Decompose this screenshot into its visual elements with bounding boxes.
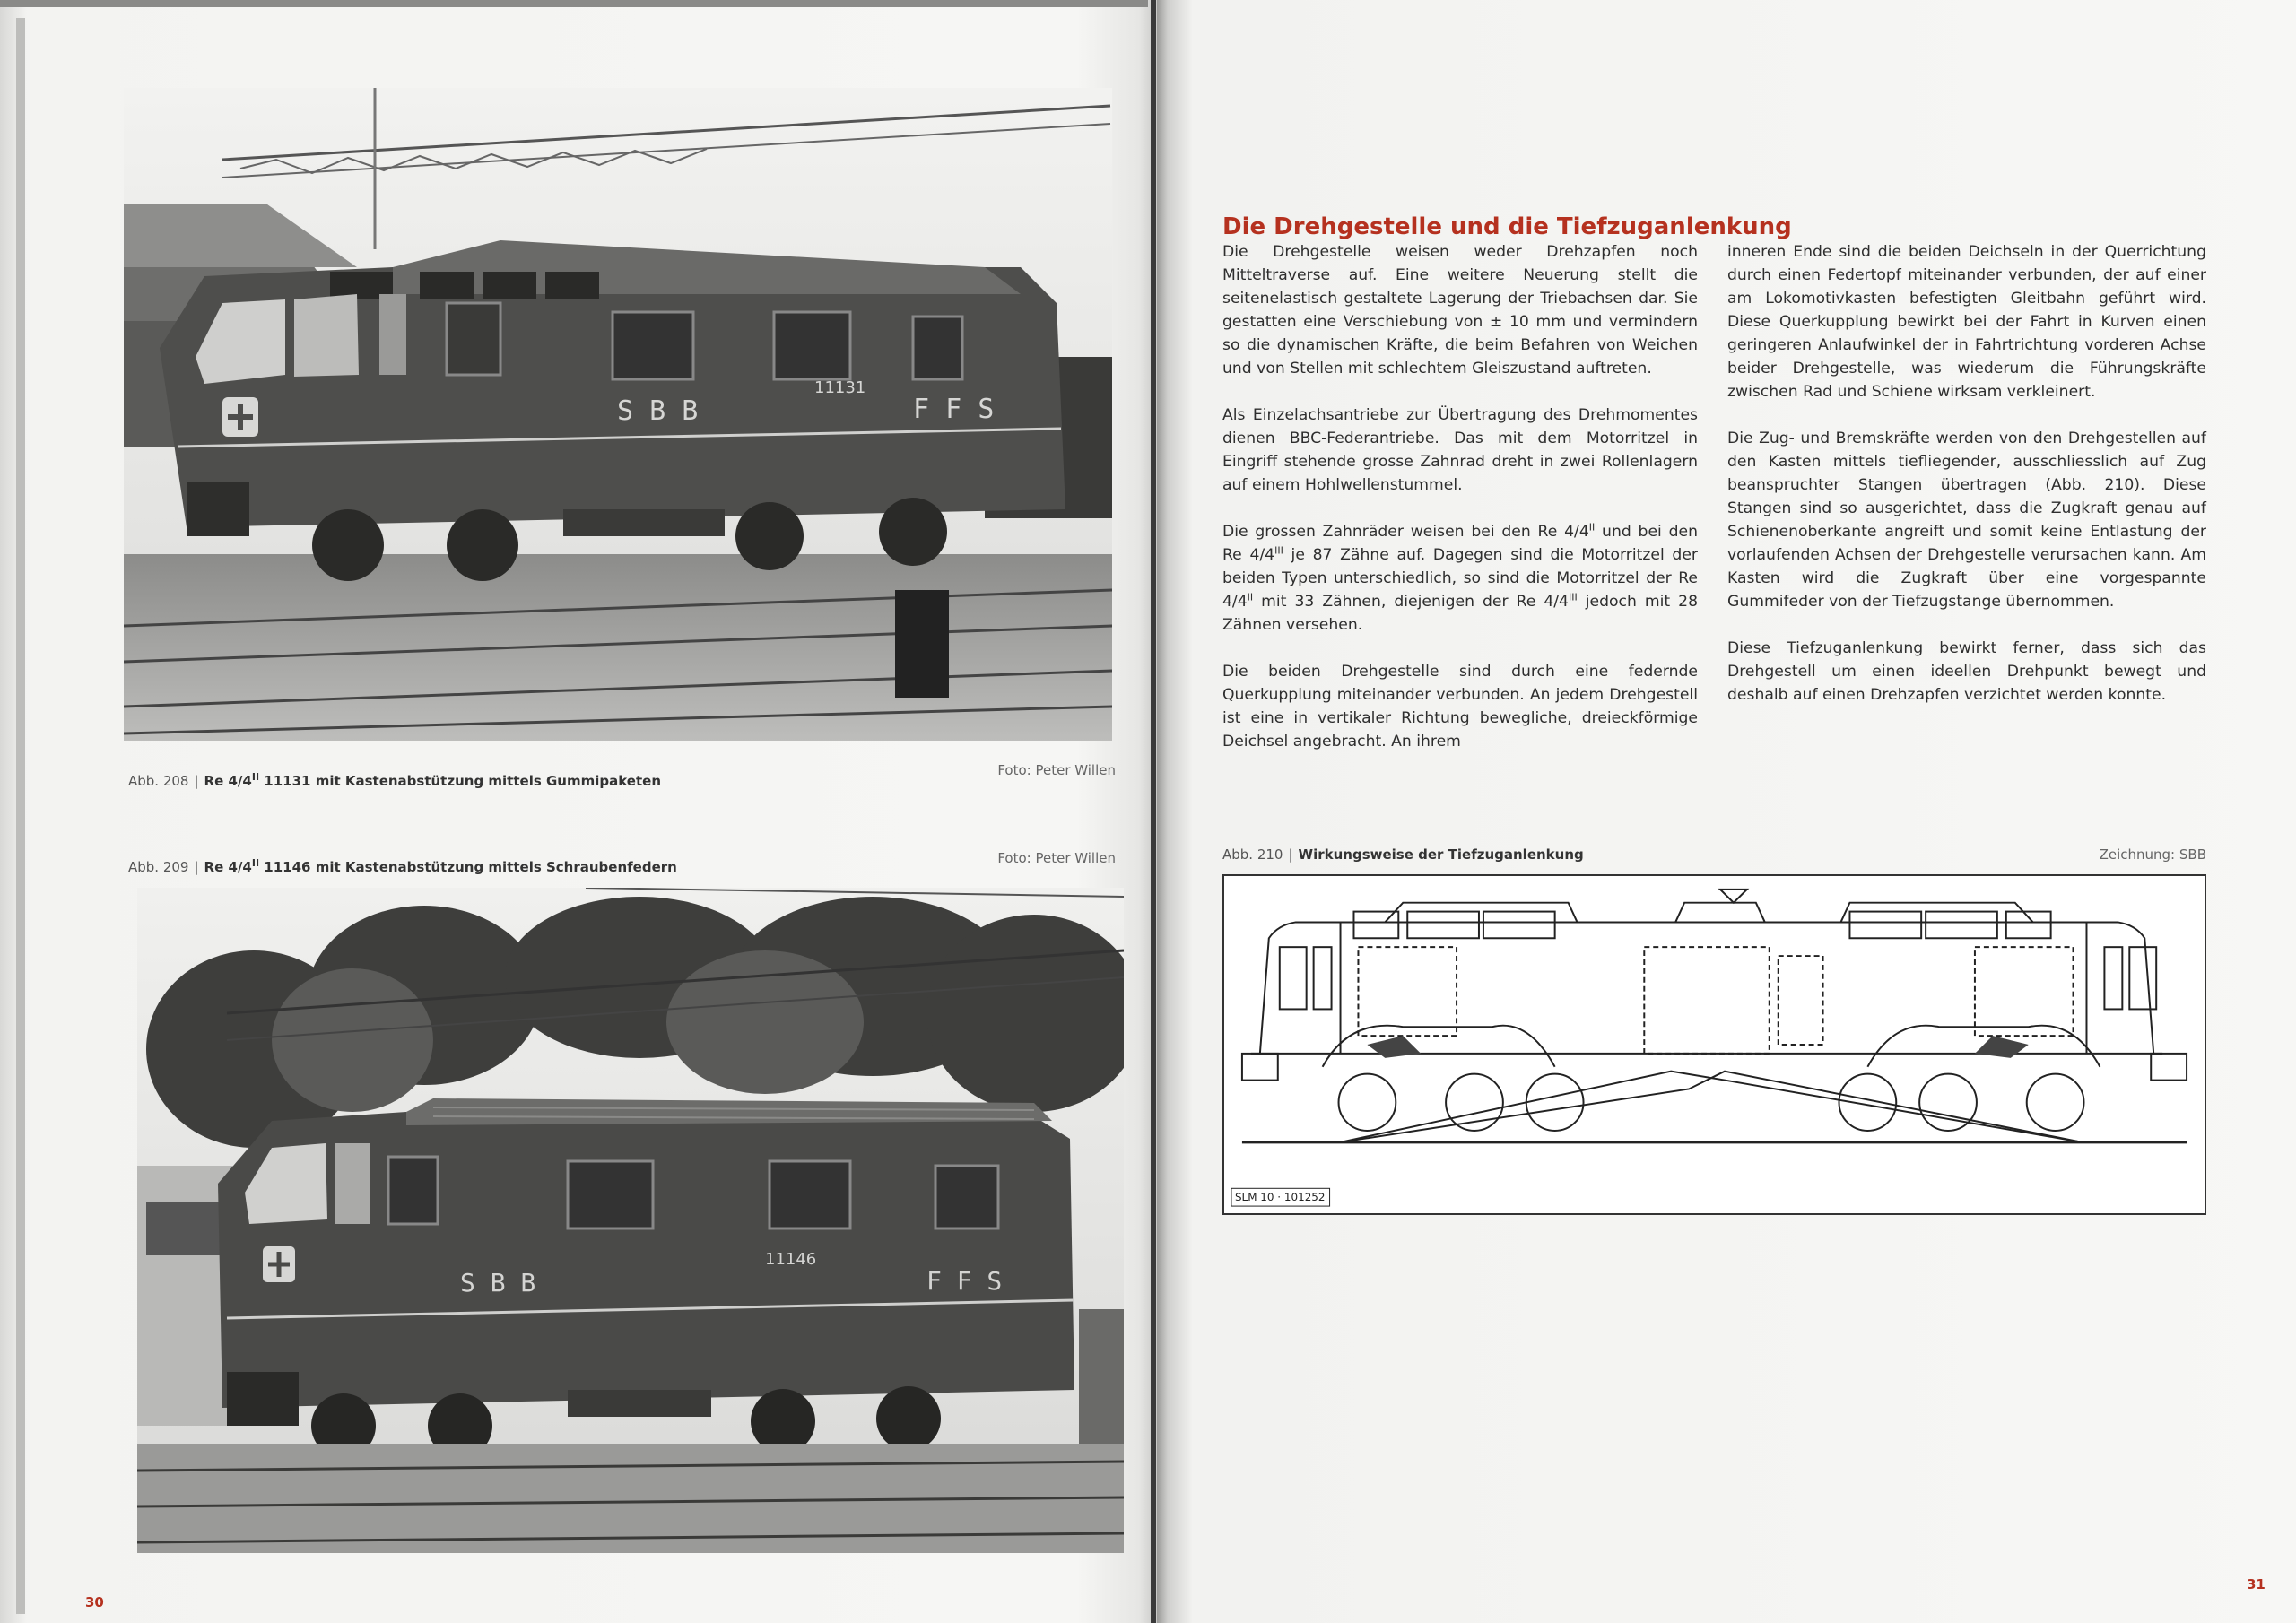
figure-label: Abb. 210: [1222, 846, 1283, 863]
text-column-1: [1222, 240, 1698, 777]
credit-abb-209: Foto: Peter Willen: [997, 850, 1116, 866]
photo-209-ffs-text: F F S: [926, 1266, 1003, 1296]
figure-label: Abb. 209: [128, 859, 189, 875]
page-number-right: 31: [2247, 1576, 2266, 1593]
photo-208-number-text: 11131: [814, 378, 866, 397]
caption-abb-210: Abb. 210 | Wirkungsweise der Tiefzuganlenkung: [1222, 846, 1584, 863]
drawing-code: SLM 10 · 101252: [1234, 1191, 1326, 1204]
paragraph: inneren Ende sind die beiden Deichseln in der Querrichtung durch einen Federtopf miteinander verbunden, der auf einer am Lokomotivkasten befestigten Gleitbahn geführt wird. Diese Querkupplung bewirkt bei der Fahrt in Kurven einen geringeren Anlaufwinkel der in Fahrtrichtung vorderen Achse beider Drehgestelle, was wiederum die Führungskräfte zwischen Rad und Schiene wirksam verkleinert.: [1727, 243, 2206, 401]
caption-abb-209: Abb. 209 | Re $4/4^{II}$ 11146 mit Kastenabstützung mittels Schraubenfedern: [128, 857, 677, 875]
caption-abb-208: Abb. 208 | Re $4/4^{II}$ 11131 mit Kastenabstützung mittels Gummipaketen: [128, 771, 662, 789]
photo-abb-209: [137, 888, 1124, 1553]
book-spine: [1151, 0, 1156, 1623]
paragraph: Die grossen Zahnräder weisen bei den Re $4/4^{II}$ und bei den Re $4/4^{III}$ je 87 Zähne auf. Dagegen sind die Motorritzel der beiden Typen unterschiedlich, so sind die Motorritzel der Re $4/4^{II}$ mit 33 Zähnen, diejenigen der Re $4/4^{III}$ jedoch mit 28 Zähnen versehen.: [1222, 521, 1699, 634]
page-top-edge: [0, 0, 1148, 7]
page-left-edge: [16, 18, 25, 1614]
paragraph: Die Drehgestelle weisen weder Drehzapfen noch Mitteltraverse auf. Eine weitere Neuerung stellt die seitenelastisch gestaltete Lagerung der Triebachsen dar. Sie gestatten eine Verschiebung von ± 10 mm und vermindern so die dynamischen Kräfte, die beim Befahren von Weichen und von Stellen mit schlechtem Gleiszustand auftreten.: [1222, 243, 1698, 378]
photo-abb-208: [124, 88, 1112, 741]
figure-label: Abb. 208: [128, 773, 189, 789]
technical-drawing-abb-210: [1222, 874, 2206, 1215]
text-column-2: [1727, 240, 2206, 730]
page-number-left: 30: [85, 1594, 104, 1610]
paragraph: Die Zug- und Bremskräfte werden von den Drehgestellen auf den Kasten mittels tiefliegender, ausschliesslich auf Zug beanspruchter Stangen übertragen (Abb. 210). Diese Stangen sind so ausgerichtet, dass die Zugkraft genau auf Schienenoberkante angreift und somit keine Entlastung der vorlaufenden Achsen der Drehgestelle verursachen kann. Am Kasten wird die Zugkraft über eine vorgespannte Gummifeder von der Tiefzugstange übernommen.: [1727, 430, 2206, 611]
paragraph: Als Einzelachsantriebe zur Übertragung des Drehmomentes dienen BBC-Federantriebe. Das mit dem Motorritzel in Eingriff stehende grosse Zahnrad dreht in zwei Rollenlagern auf einem Hohlwellenstummel.: [1222, 406, 1698, 494]
photo-209-number-text: 11146: [765, 1250, 817, 1269]
photo-208-sbb-text: S B B: [617, 395, 699, 427]
photo-208-ffs-text: F F S: [913, 394, 995, 425]
paragraph: Die beiden Drehgestelle sind durch eine federnde Querkupplung miteinander verbunden. An jedem Drehgestell ist eine in vertikaler Richtung bewegliche, dreieckförmige Deichsel angebracht. An ihrem: [1222, 663, 1698, 751]
paragraph: Diese Tiefzuganlenkung bewirkt ferner, dass sich das Drehgestell um einen ideellen Drehpunkt bewegt und deshalb auf einen Drehzapfen verzichtet werden konnte.: [1727, 639, 2206, 704]
article-title: Die Drehgestelle und die Tiefzuganlenkung: [1222, 213, 1792, 240]
credit-abb-208: Foto: Peter Willen: [997, 762, 1116, 778]
photo-209-sbb-text: S B B: [460, 1268, 536, 1298]
credit-abb-210: Zeichnung: SBB: [2099, 846, 2206, 863]
